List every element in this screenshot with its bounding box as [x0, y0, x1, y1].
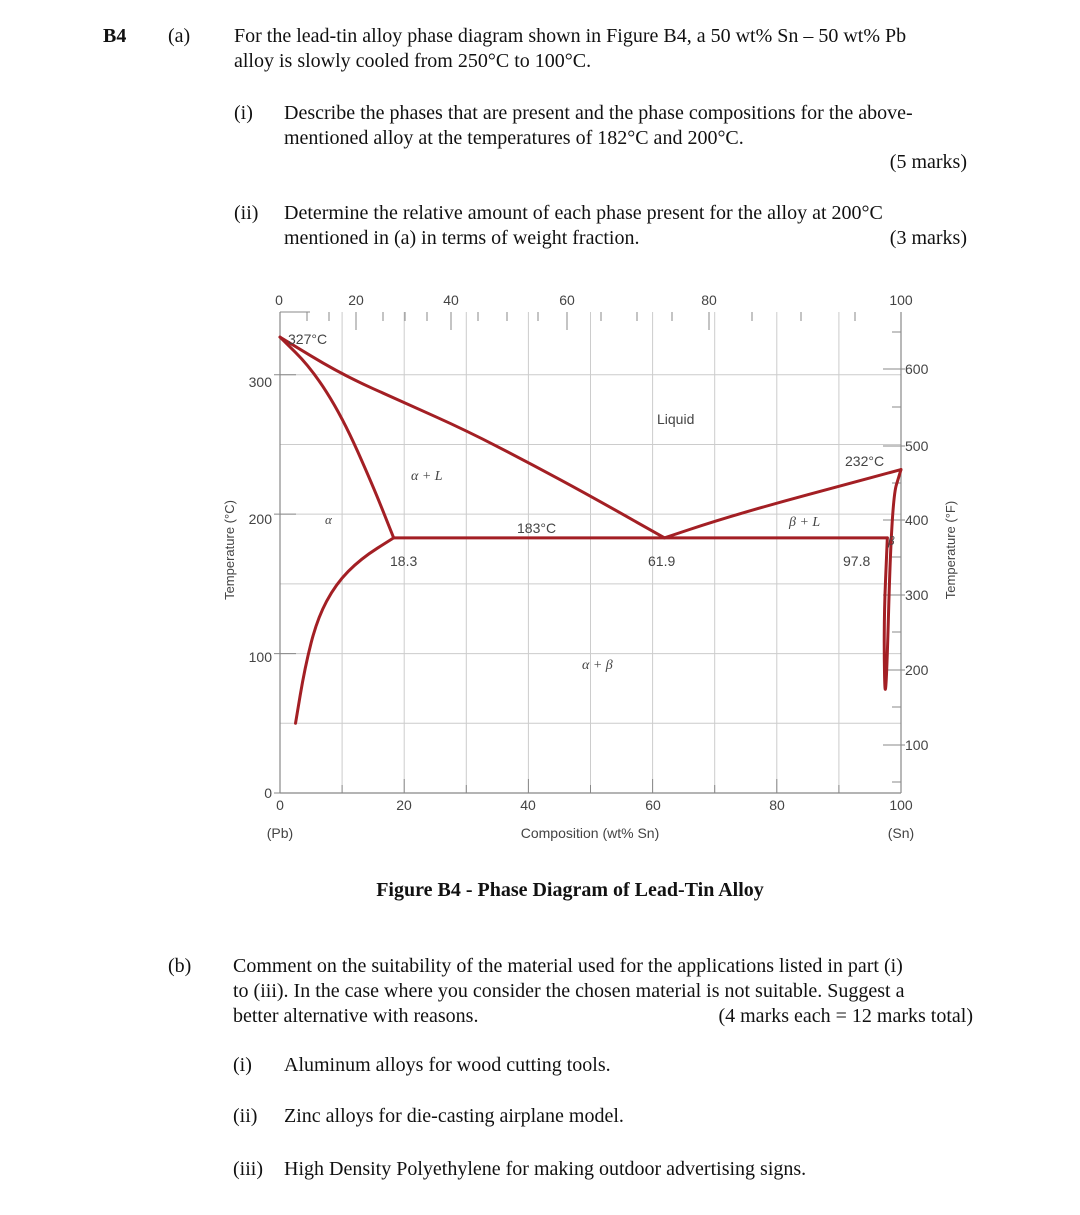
sub-ii-line-2: mentioned in (a) in terms of weight fraction. — [284, 227, 640, 249]
part-b-item-label: (ii) — [233, 1105, 258, 1127]
x-top-tick-label: 20 — [348, 292, 364, 308]
sub-i-line-1: Describe the phases that are present and the phase compositions for the above- — [284, 102, 913, 124]
sub-i-marks: (5 marks) — [889, 151, 967, 173]
phase-boundary-liquidus-beta — [664, 470, 901, 538]
phase-boundary-solvus-alpha — [296, 538, 394, 723]
x-tick-label: 40 — [520, 797, 536, 813]
question-number: B4 — [103, 25, 127, 47]
region-label-liquid: Liquid — [657, 411, 695, 427]
y2-tick-label: 300 — [905, 587, 929, 603]
annotation-eutectic-temp: 183°C — [517, 520, 557, 536]
region-label-alpha: α — [325, 512, 332, 527]
part-b-item-label: (iii) — [233, 1158, 263, 1180]
y2-tick-label: 200 — [905, 662, 929, 678]
x-top-tick-label: 60 — [559, 292, 575, 308]
figure-caption: Figure B4 - Phase Diagram of Lead-Tin Alloy — [376, 879, 764, 901]
part-a-line-2: alloy is slowly cooled from 250°C to 100°C. — [234, 50, 592, 72]
annotation-beta-max: 97.8 — [843, 553, 871, 569]
part-b-item-text: Aluminum alloys for wood cutting tools. — [284, 1054, 611, 1076]
annotation-eutectic-comp: 61.9 — [648, 553, 676, 569]
part-a-label: (a) — [168, 25, 191, 47]
y-tick-label: 0 — [264, 785, 272, 801]
x-axis-title: Composition (wt% Sn) — [520, 825, 660, 841]
sub-i-line-2: mentioned alloy at the temperatures of 182°C and 200°C. — [284, 127, 744, 149]
y2-tick-label: 100 — [905, 737, 929, 753]
annotation-pb-melt: 327°C — [288, 331, 328, 347]
part-b-line-3: better alternative with reasons. — [233, 1005, 479, 1027]
part-b-marks: (4 marks each = 12 marks total) — [718, 1005, 973, 1027]
region-label-beta: β — [888, 533, 895, 548]
region-label-alpha-beta: α + β — [582, 658, 613, 673]
x-end-label-sn: (Sn) — [887, 825, 915, 841]
x-top-tick-label: 0 — [275, 292, 283, 308]
y-tick-label: 300 — [248, 374, 272, 390]
y-tick-label: 100 — [248, 649, 272, 665]
x-tick-label: 80 — [769, 797, 785, 813]
y-tick-label: 200 — [248, 511, 272, 527]
annotation-alpha-max: 18.3 — [390, 553, 418, 569]
region-label-beta-l: β + L — [789, 515, 821, 530]
sub-ii-label: (ii) — [234, 202, 259, 224]
y2-tick-label: 500 — [905, 438, 929, 454]
y2-axis-title: Temperature (°F) — [943, 500, 958, 600]
sub-i-label: (i) — [234, 102, 253, 124]
x-tick-label: 100 — [889, 797, 913, 813]
part-b-label: (b) — [168, 955, 192, 977]
y2-tick-label: 600 — [905, 361, 929, 377]
part-b-line-1: Comment on the suitability of the material used for the applications listed in part (i) — [233, 955, 903, 977]
x-tick-label: 20 — [396, 797, 412, 813]
part-b-item-text: Zinc alloys for die-casting airplane model. — [284, 1105, 624, 1127]
x-top-tick-label: 80 — [701, 292, 717, 308]
x-top-tick-label: 100 — [889, 292, 913, 308]
sub-ii-line-1: Determine the relative amount of each phase present for the alloy at 200°C — [284, 202, 883, 224]
phase-boundary-solidus-alpha — [280, 337, 394, 538]
x-tick-label: 0 — [276, 797, 284, 813]
part-b-item-text: High Density Polyethylene for making outdoor advertising signs. — [284, 1158, 807, 1180]
sub-ii-marks: (3 marks) — [889, 227, 967, 249]
x-tick-label: 60 — [645, 797, 661, 813]
x-end-label-pb: (Pb) — [266, 825, 294, 841]
y-axis-title: Temperature (°C) — [222, 500, 237, 600]
part-b-line-2: to (iii). In the case where you consider the chosen material is not suitable. Suggest a — [233, 980, 905, 1002]
phase-boundary-liquidus-alpha — [280, 337, 664, 538]
y2-tick-label: 400 — [905, 512, 929, 528]
annotation-sn-melt: 232°C — [845, 453, 885, 469]
phase-boundary-beta-boundary — [884, 470, 901, 690]
part-a-line-1: For the lead-tin alloy phase diagram shown in Figure B4, a 50 wt% Sn – 50 wt% Pb — [234, 25, 907, 47]
part-b-item-label: (i) — [233, 1054, 252, 1076]
x-top-tick-label: 40 — [443, 292, 459, 308]
region-label-alpha-l: α + L — [411, 469, 443, 484]
